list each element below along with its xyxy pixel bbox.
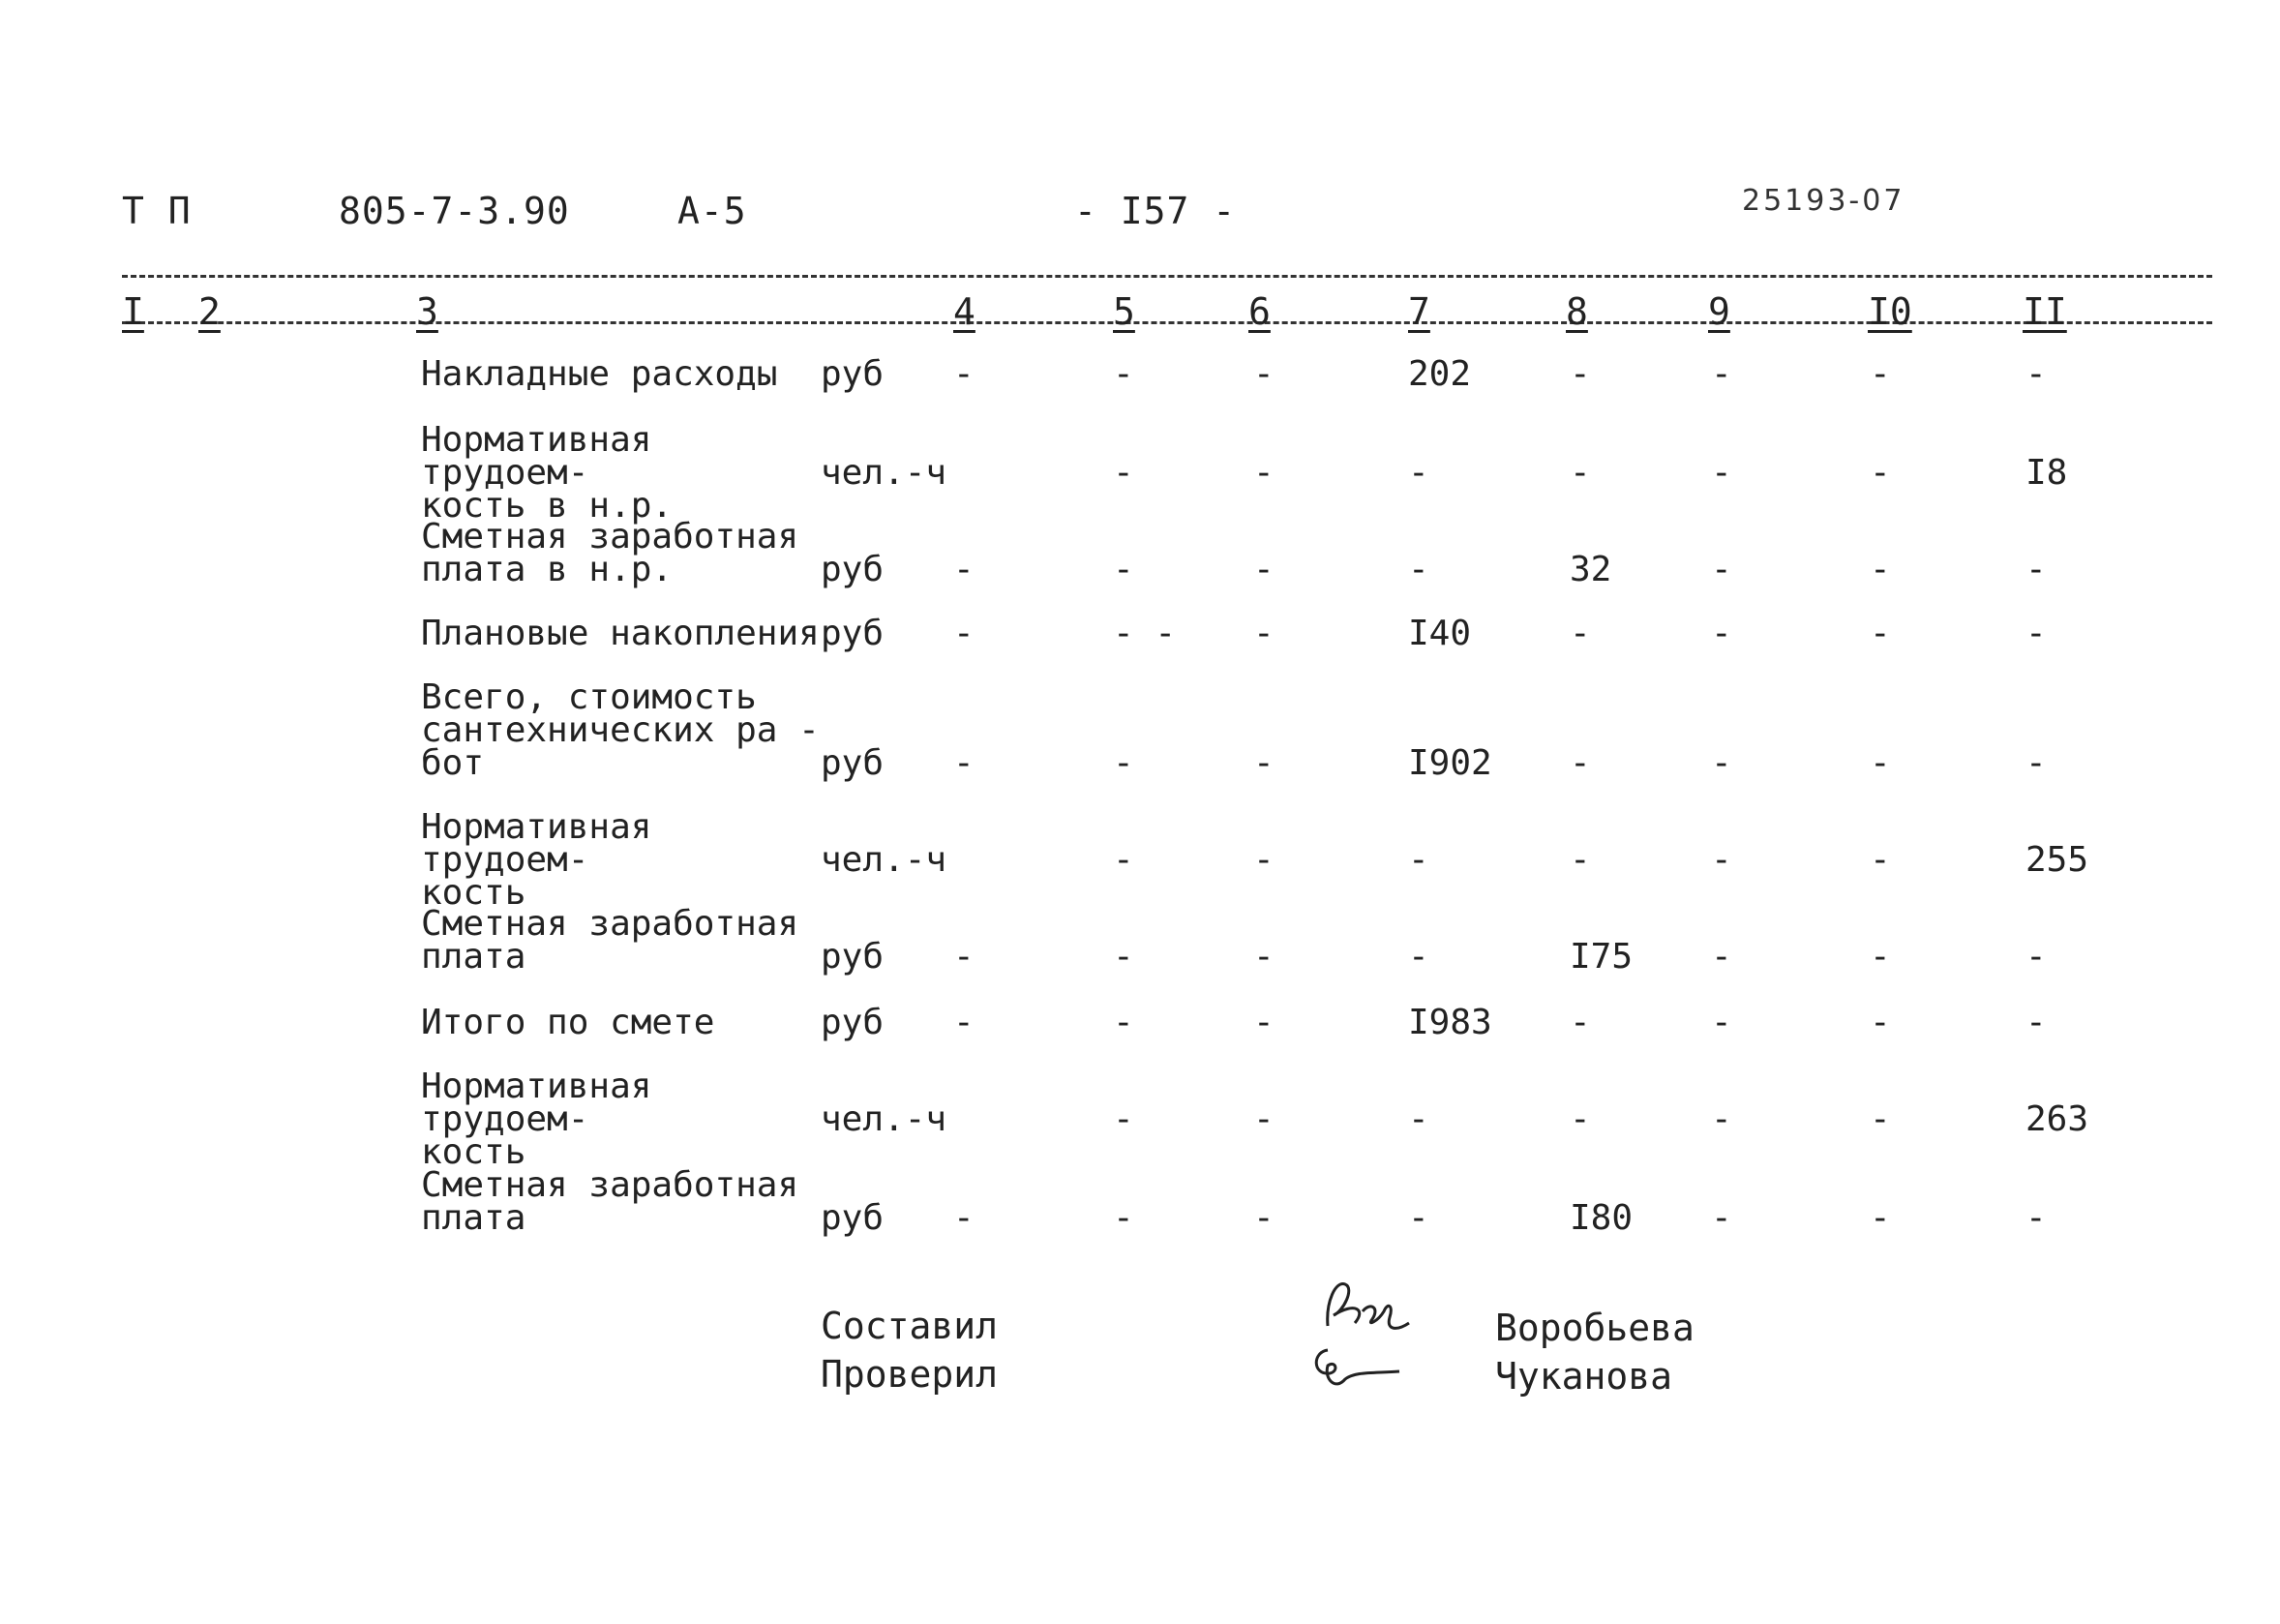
row-value-c10: - [1870, 550, 1891, 589]
row-value-c6: - [1253, 840, 1275, 880]
row-label: Сметная заработная плата в н.р. [421, 517, 799, 589]
signature-name-checked: Чуканова [1495, 1355, 1673, 1398]
handwritten-signature-compiled [1316, 1273, 1423, 1350]
row-value-c11: 263 [2025, 1099, 2089, 1139]
row-label: Нормативная трудоем- кость в н.р. [421, 420, 674, 526]
row-value-c11: - [2025, 743, 2047, 783]
row-unit: чел.-ч [821, 840, 947, 880]
row-unit: руб [821, 550, 885, 589]
row-label: Плановые накопления [421, 614, 820, 653]
row-value-c4: - [953, 550, 975, 589]
row-value-c9: - [1711, 453, 1732, 493]
row-unit: руб [821, 614, 885, 653]
row-value-c8: - [1570, 1099, 1591, 1139]
row-unit: чел.-ч [821, 453, 947, 493]
row-value-c10: - [1870, 453, 1891, 493]
row-value-c6: - [1253, 453, 1275, 493]
row-value-c7: - [1408, 453, 1429, 493]
row-value-c8: - [1570, 453, 1591, 493]
row-value-c5: - [1113, 1198, 1134, 1238]
column-number: 2 [198, 290, 221, 333]
signature-name-compiled: Воробьева [1495, 1307, 1695, 1349]
row-value-c8: - [1570, 1003, 1591, 1042]
row-value-c7: - [1408, 840, 1429, 880]
row-value-c8: - [1570, 743, 1591, 783]
row-unit: руб [821, 1003, 885, 1042]
row-value-c9: - [1711, 354, 1732, 394]
row-value-c5: - [1113, 1099, 1134, 1139]
row-value-c4: - [953, 937, 975, 977]
row-value-c10: - [1870, 354, 1891, 394]
row-label: Сметная заработная плата [421, 1165, 799, 1238]
row-value-c9: - [1711, 614, 1732, 653]
row-unit: чел.-ч [821, 1099, 947, 1139]
row-value-c4: - [953, 1198, 975, 1238]
row-value-c5: - [1113, 453, 1134, 493]
row-value-c11: - [2025, 1198, 2047, 1238]
row-value-c11: - [2025, 1003, 2047, 1042]
row-value-c7: - [1408, 1099, 1429, 1139]
row-value-c7: - [1408, 550, 1429, 589]
row-value-c7: - [1408, 937, 1429, 977]
row-value-c7: 202 [1408, 354, 1472, 394]
row-value-c4: - [953, 614, 975, 653]
row-value-c7: I902 [1408, 743, 1492, 783]
row-label: Нормативная трудоем- кость [421, 807, 652, 913]
row-value-c9: - [1711, 1198, 1732, 1238]
row-value-c10: - [1870, 1198, 1891, 1238]
row-value-c4: - [953, 743, 975, 783]
row-value-c6: - [1253, 614, 1275, 653]
row-value-c8: - [1570, 614, 1591, 653]
handwritten-signature-checked [1306, 1340, 1403, 1398]
column-number: 5 [1113, 290, 1135, 333]
row-label: Итого по смете [421, 1003, 715, 1042]
row-unit: руб [821, 1198, 885, 1238]
row-value-c8: - [1570, 840, 1591, 880]
row-value-c8: I80 [1570, 1198, 1634, 1238]
header-album: А-5 [677, 190, 747, 232]
signature-role-compiled: Составил [821, 1305, 999, 1347]
column-number: 7 [1408, 290, 1430, 333]
row-value-c4: - [953, 354, 975, 394]
row-value-c11: - [2025, 614, 2047, 653]
column-number: I0 [1868, 290, 1912, 333]
header-page-number: - I57 - [1074, 190, 1237, 232]
row-value-c9: - [1711, 840, 1732, 880]
row-label: Всего, стоимость сантехнических ра - бот [421, 677, 820, 783]
row-value-c10: - [1870, 1003, 1891, 1042]
row-unit: руб [821, 937, 885, 977]
row-value-c6: - [1253, 1099, 1275, 1139]
row-value-c4: - [953, 1003, 975, 1042]
row-unit: руб [821, 743, 885, 783]
row-value-c8: 32 [1570, 550, 1612, 589]
row-value-c6: - [1253, 550, 1275, 589]
row-value-c11: I8 [2025, 453, 2068, 493]
column-number: 4 [953, 290, 975, 333]
row-value-c10: - [1870, 1099, 1891, 1139]
column-number: 6 [1248, 290, 1271, 333]
row-value-c5: - [1113, 743, 1134, 783]
row-value-c11: - [2025, 550, 2047, 589]
column-number: 9 [1708, 290, 1730, 333]
top-dashed-rule [122, 275, 2212, 278]
row-value-c9: - [1711, 1003, 1732, 1042]
column-number: 3 [416, 290, 438, 333]
row-value-c10: - [1870, 614, 1891, 653]
column-number: 8 [1566, 290, 1588, 333]
row-value-c8: - [1570, 354, 1591, 394]
column-number: I [122, 290, 144, 333]
row-value-c8: I75 [1570, 937, 1634, 977]
row-value-c10: - [1870, 840, 1891, 880]
row-value-c9: - [1711, 550, 1732, 589]
row-value-c9: - [1711, 937, 1732, 977]
row-value-c7: I983 [1408, 1003, 1492, 1042]
row-value-c5: - - [1113, 614, 1177, 653]
header-tp: Т П [122, 190, 192, 232]
signature-role-checked: Проверил [821, 1353, 999, 1396]
row-value-c5: - [1113, 550, 1134, 589]
header-stamp-number: 25193-07 [1742, 184, 1905, 218]
row-value-c10: - [1870, 937, 1891, 977]
row-value-c6: - [1253, 1198, 1275, 1238]
row-label: Накладные расходы [421, 354, 778, 394]
row-value-c10: - [1870, 743, 1891, 783]
row-label: Сметная заработная плата [421, 904, 799, 977]
row-value-c5: - [1113, 354, 1134, 394]
row-value-c6: - [1253, 354, 1275, 394]
row-value-c7: - [1408, 1198, 1429, 1238]
row-value-c6: - [1253, 937, 1275, 977]
row-value-c5: - [1113, 937, 1134, 977]
row-value-c11: 255 [2025, 840, 2089, 880]
header-code: 805-7-3.90 [339, 190, 570, 232]
row-label: Нормативная трудоем- кость [421, 1067, 652, 1172]
column-number: II [2023, 290, 2067, 333]
row-value-c6: - [1253, 743, 1275, 783]
row-value-c9: - [1711, 1099, 1732, 1139]
row-value-c5: - [1113, 1003, 1134, 1042]
row-value-c11: - [2025, 354, 2047, 394]
row-value-c7: I40 [1408, 614, 1472, 653]
row-value-c5: - [1113, 840, 1134, 880]
row-unit: руб [821, 354, 885, 394]
row-value-c11: - [2025, 937, 2047, 977]
row-value-c6: - [1253, 1003, 1275, 1042]
row-value-c9: - [1711, 743, 1732, 783]
